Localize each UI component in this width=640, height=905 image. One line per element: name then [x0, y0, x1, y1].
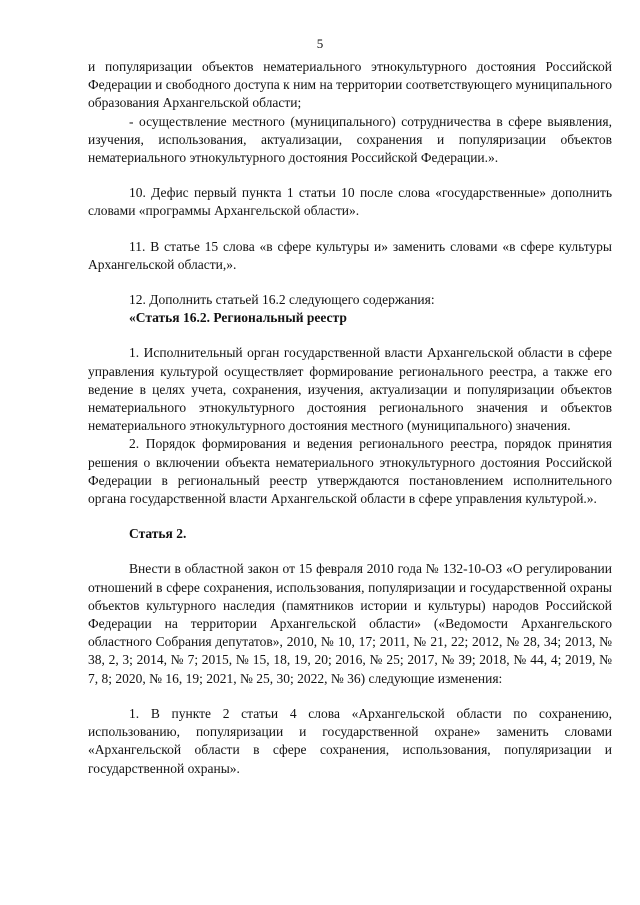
paragraph: 1. В пункте 2 статьи 4 слова «Архангельской области по сохранению, использованию, популяризации и государственной охране» заменить словами «Архангельской области в сфере сохранения, использования, популяризации и государственной охраны». [88, 705, 612, 776]
paragraph: 1. Исполнительный орган государственной власти Архангельской области в сфере управления культурой осуществляет формирование регионального реестра, а также его ведение в целях учета, сохранения, изучения, актуализации и популяризации объектов нематериального этнокультурного достояния регионального значения и объектов нематериального этнокультурного достояния местного (муниципального) значения. [88, 345, 612, 434]
document-body [88, 58, 612, 778]
paragraph: Внести в областной закон от 15 февраля 2010 года № 132-10-ОЗ «О регулировании отношений в сфере сохранения, использования, популяризации и государственной охраны объектов культурного наследия (памятников истории и культуры) народов Российской Федерации на территории Архангельской области» («Ведомости Архангельского областного Собрания депутатов», 2010, № 10, 17; 2011, № 21, 22; 2012, № 28, 34; 2013, № 38, 2, 3; 2014, № 7; 2015, № 15, 18, 19, 20; 2016, № 25; 2017, № 39; 2018, № 44, 4; 2019, № 7, 8; 2020, № 16, 19; 2021, № 25, 30; 2022, № 36) следующие изменения: [88, 561, 612, 686]
paragraph: - осуществление местного (муниципального) сотрудничества в сфере выявления, изучения, использования, актуализации, сохранения и популяризации объектов нематериального этнокультурного достояния Российской Федерации.». [88, 113, 612, 166]
paragraph: и популяризации объектов нематериального этнокультурного достояния Российской Федерации и свободного доступа к ним на территории соответствующего муниципального образования Архангельской области; [88, 59, 612, 111]
paragraph: 11. В статье 15 слова «в сфере культуры и» заменить словами «в сфере культуры Архангельской области,». [88, 238, 612, 272]
paragraph: 2. Порядок формирования и ведения регионального реестра, порядок принятия решения о включении объекта нематериального этнокультурного достояния Российской Федерации в региональный реестр утверждаются постановлением исполнительного органа государственной власти Архангельской области в сфере управления культурой.». [88, 436, 612, 507]
page-number: 5 [316, 36, 324, 51]
article-heading: «Статья 16.2. Региональный реестр [129, 310, 347, 326]
article-heading: Статья 2. [129, 526, 187, 542]
paragraph: 10. Дефис первый пункта 1 статьи 10 после слова «государственные» дополнить словами «программы Архангельской области». [88, 185, 612, 219]
paragraph: 12. Дополнить статьей 16.2 следующего содержания: [129, 292, 435, 308]
